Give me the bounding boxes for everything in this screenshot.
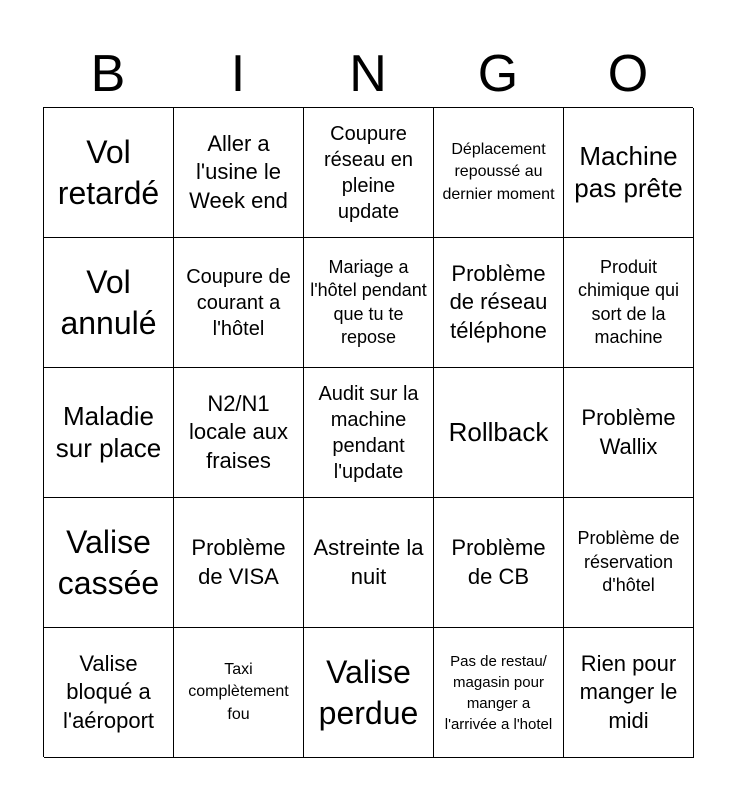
bingo-cell[interactable]: Rien pour manger le midi: [564, 628, 694, 758]
bingo-cell[interactable]: Mariage a l'hôtel pendant que tu te repose: [304, 238, 434, 368]
header-letter-b: B: [90, 45, 126, 103]
bingo-cell[interactable]: N2/N1 locale aux fraises: [174, 368, 304, 498]
bingo-cell[interactable]: Aller a l'usine le Week end: [174, 108, 304, 238]
header-letter-o: O: [607, 45, 649, 103]
bingo-cell[interactable]: Problème de VISA: [174, 498, 304, 628]
bingo-cell[interactable]: Coupure de courant a l'hôtel: [174, 238, 304, 368]
bingo-cell[interactable]: Problème Wallix: [564, 368, 694, 498]
bingo-cell[interactable]: Coupure réseau en pleine update: [304, 108, 434, 238]
bingo-grid: [43, 107, 693, 757]
bingo-cell[interactable]: Valise cassée: [44, 498, 174, 628]
bingo-cell[interactable]: Machine pas prête: [564, 108, 694, 238]
bingo-header: [43, 40, 693, 108]
bingo-cell[interactable]: Vol retardé: [44, 108, 174, 238]
bingo-cell[interactable]: Problème de réseau téléphone: [434, 238, 564, 368]
bingo-cell[interactable]: Astreinte la nuit: [304, 498, 434, 628]
header-letter-g: G: [477, 45, 519, 103]
bingo-cell[interactable]: Problème de réservation d'hôtel: [564, 498, 694, 628]
bingo-cell[interactable]: Vol annulé: [44, 238, 174, 368]
bingo-cell[interactable]: Déplacement repoussé au dernier moment: [434, 108, 564, 238]
bingo-cell[interactable]: Rollback: [434, 368, 564, 498]
bingo-cell[interactable]: Valise perdue: [304, 628, 434, 758]
bingo-cell[interactable]: Taxi complètement fou: [174, 628, 304, 758]
bingo-cell[interactable]: Problème de CB: [434, 498, 564, 628]
bingo-cell[interactable]: Audit sur la machine pendant l'update: [304, 368, 434, 498]
bingo-cell[interactable]: Pas de restau/ magasin pour manger a l'arrivée a l'hotel: [434, 628, 564, 758]
bingo-cell[interactable]: Valise bloqué a l'aéroport: [44, 628, 174, 758]
header-letter-i: I: [230, 45, 246, 103]
bingo-cell[interactable]: Maladie sur place: [44, 368, 174, 498]
bingo-cell[interactable]: Produit chimique qui sort de la machine: [564, 238, 694, 368]
header-letter-n: N: [349, 45, 387, 103]
